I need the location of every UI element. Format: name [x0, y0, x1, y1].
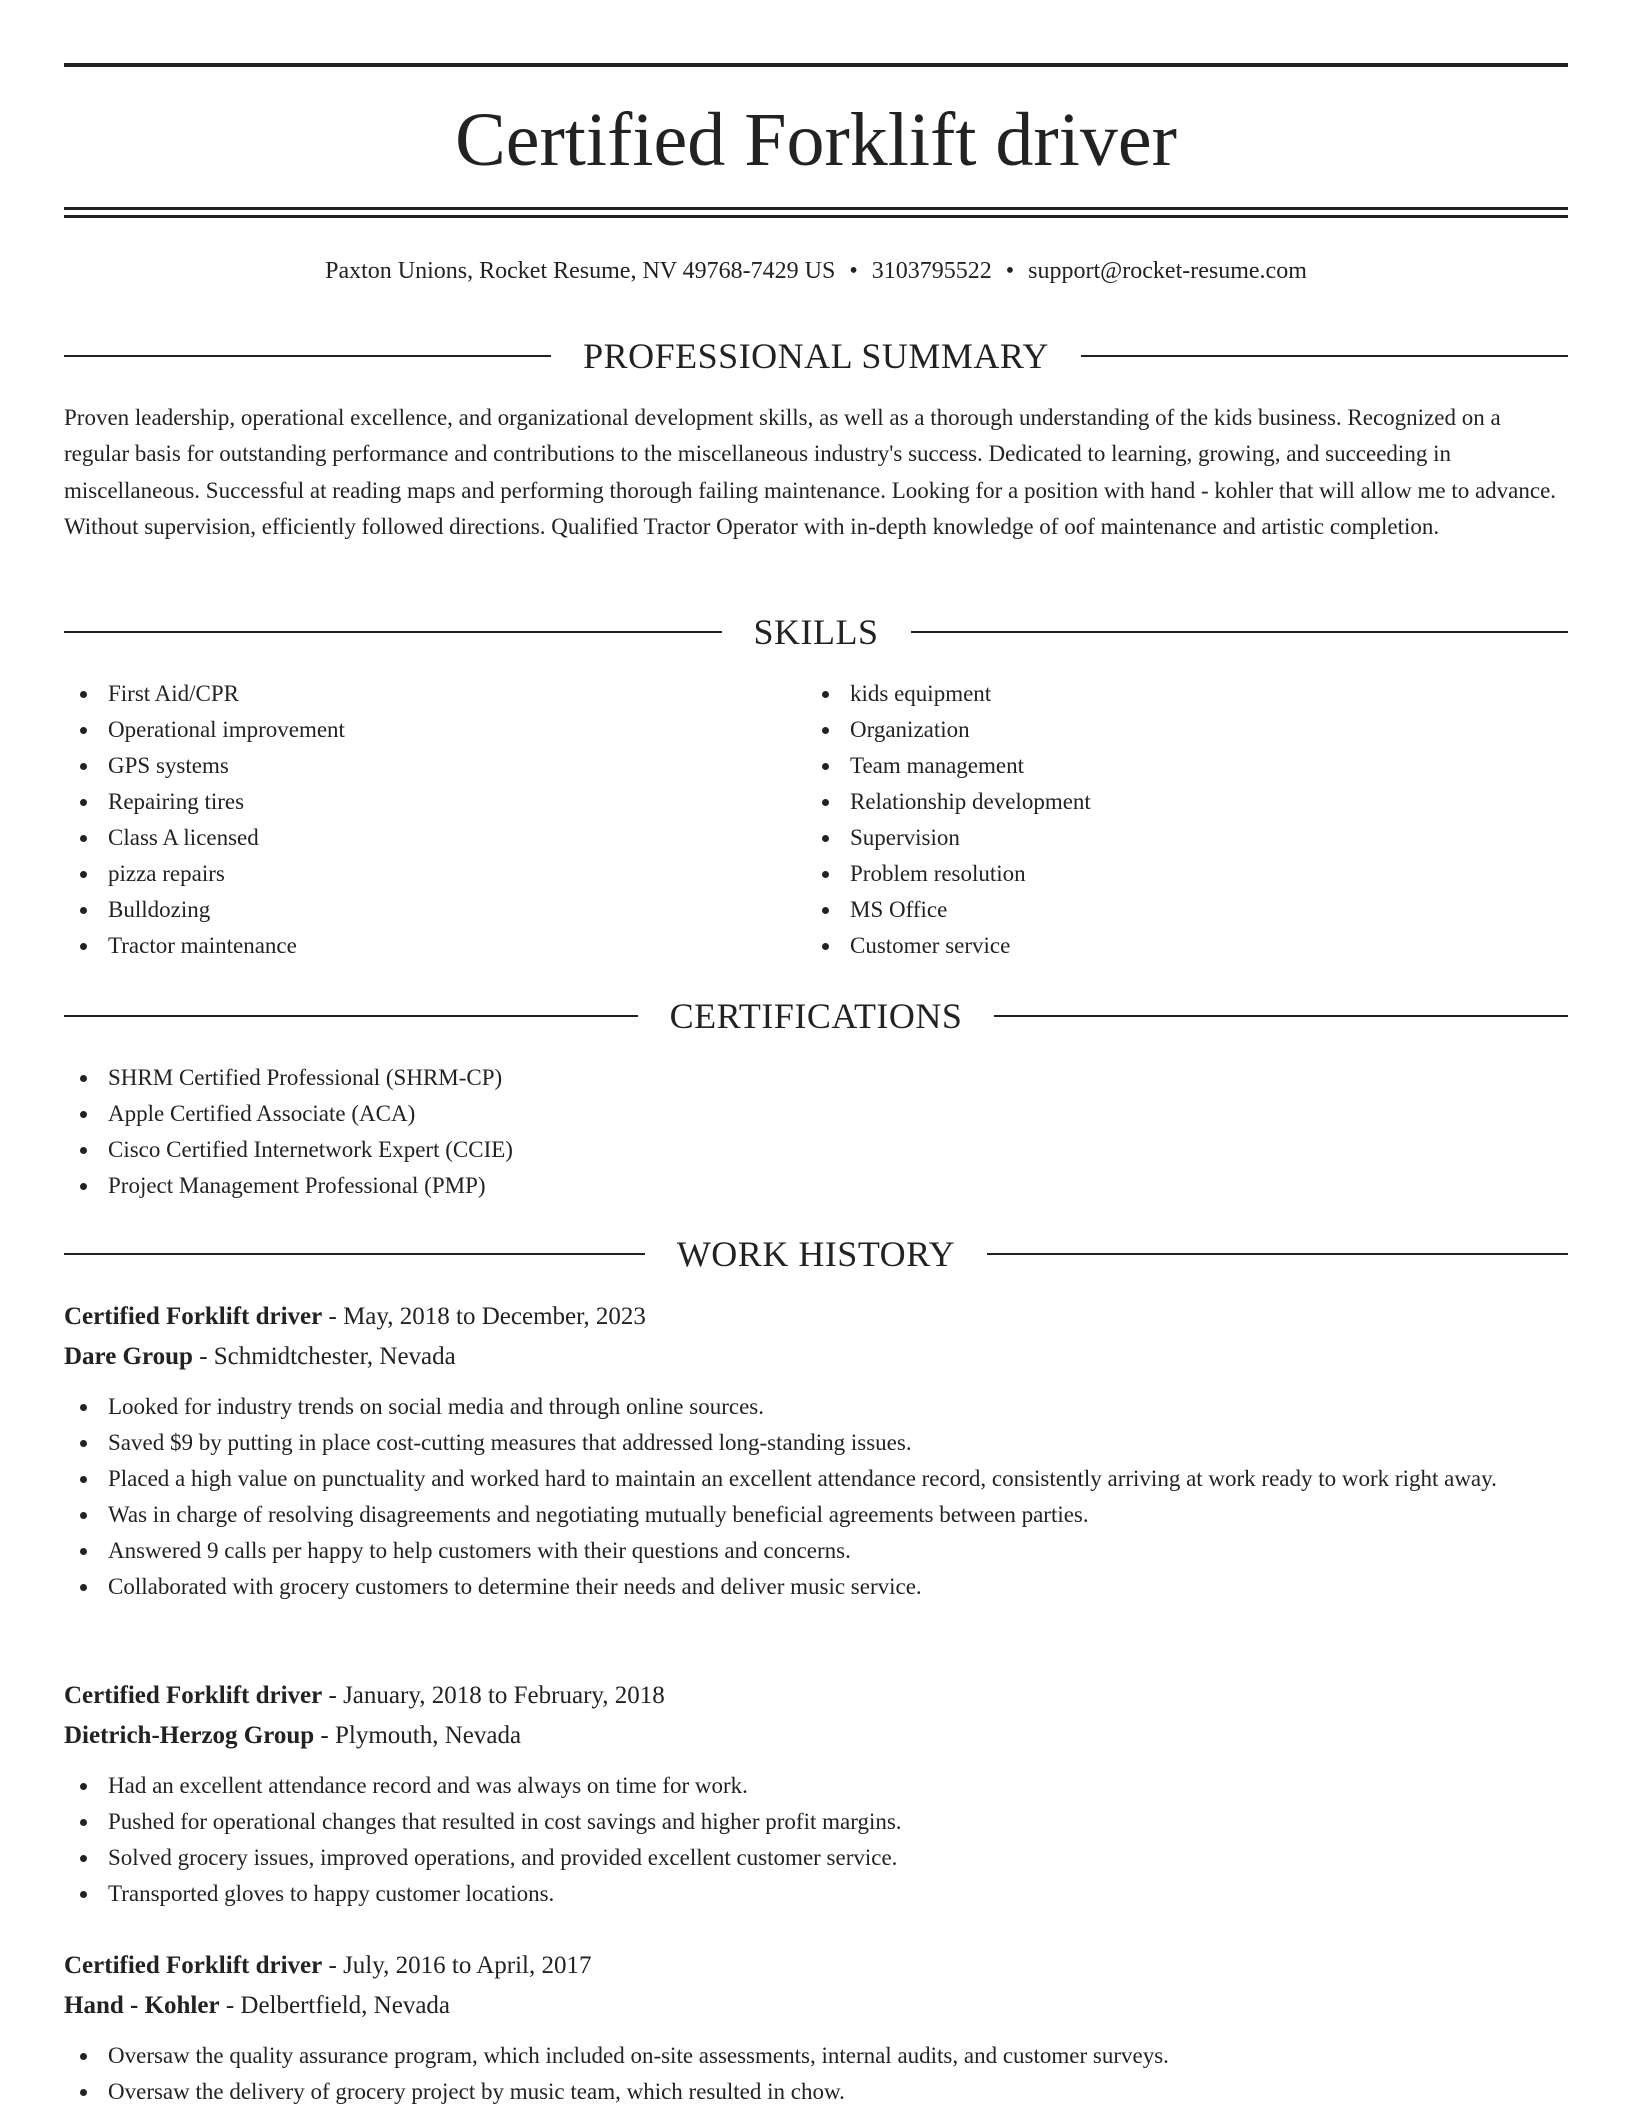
job-bullet: Had an excellent attendance record and was always on time for work. — [64, 1768, 1568, 1804]
job-dates: May, 2018 to December, 2023 — [343, 1303, 646, 1330]
section-rule-right — [994, 1015, 1568, 1017]
header-top-rule — [64, 63, 1568, 67]
summary-paragraph: Proven leadership, operational excellence, and organizational development skills, as well as a thorough understanding of the kids business. Recognized on a regular basis for outstanding performance and contributions to the miscellaneous industry's success. Dedicated to learning, growing, and succeeding in miscellaneous. Successful at reading maps and performing thorough failing maintenance. Looking for a position with hand - kohler that will allow me to advance. Without supervision, efficiently followed directions. Qualified Tractor Operator with in-depth knowledge of oof maintenance and artistic completion. — [64, 405, 1557, 540]
section-rule-right — [911, 631, 1569, 633]
job-company-line: Dietrich-Herzog Group - Plymouth, Nevada — [64, 1722, 522, 1749]
skill-item: Problem resolution — [806, 856, 1546, 892]
skill-item: GPS systems — [64, 748, 804, 784]
section-heading-summary — [64, 334, 1568, 378]
job-company: Dare Group — [64, 1343, 193, 1370]
skills-list-left — [64, 676, 804, 964]
job-bullet: Looked for industry trends on social media and through online sources. — [64, 1389, 1568, 1425]
job-bullet: Oversaw the delivery of grocery project by music team, which resulted in chow. — [64, 2074, 1568, 2110]
section-heading-certifications — [64, 994, 1568, 1038]
header-double-rule-lower — [64, 215, 1568, 218]
job-company: Dietrich-Herzog Group — [64, 1722, 315, 1749]
job-company-line: Dare Group - Schmidtchester, Nevada — [64, 1343, 456, 1370]
job-bullet: Collaborated with grocery customers to determine their needs and deliver music service. — [64, 1569, 1568, 1605]
job-title: Certified Forklift driver — [64, 1682, 323, 1709]
section-rule-left — [64, 1253, 645, 1255]
certification-item: SHRM Certified Professional (SHRM-CP) — [64, 1060, 1568, 1096]
skill-item: Relationship development — [806, 784, 1546, 820]
job-title-line: Certified Forklift driver - May, 2018 to December, 2023 — [64, 1303, 646, 1330]
job-entry — [64, 1676, 1568, 1912]
job-bullet: Was in charge of resolving disagreements and negotiating mutually beneficial agreements between parties. — [64, 1497, 1568, 1533]
job-bullet: Saved $9 by putting in place cost-cutting measures that addressed long-standing issues. — [64, 1425, 1568, 1461]
job-entry — [64, 1297, 1568, 1605]
page-title: Certified Forklift driver — [455, 98, 1177, 182]
job-company: Hand - Kohler — [64, 1992, 220, 2019]
job-bullet: Transported gloves to happy customer locations. — [64, 1876, 1568, 1912]
skill-item: Organization — [806, 712, 1546, 748]
contact-address: Paxton Unions, Rocket Resume, NV 49768-7429 US — [325, 258, 836, 284]
skill-item: Bulldozing — [64, 892, 804, 928]
job-entry — [64, 1946, 1568, 2110]
skill-item: Class A licensed — [64, 820, 804, 856]
section-rule-right — [1081, 355, 1568, 357]
job-bullet: Placed a high value on punctuality and worked hard to maintain an excellent attendance record, consistently arriving at work ready to work right away. — [64, 1461, 1568, 1497]
job-bullet: Pushed for operational changes that resulted in cost savings and higher profit margins. — [64, 1804, 1568, 1840]
job-location: Schmidtchester, Nevada — [213, 1343, 456, 1370]
contact-line — [64, 254, 1568, 288]
contact-separator: • — [1005, 258, 1015, 284]
section-rule-left — [64, 1015, 638, 1017]
section-rule-right — [987, 1253, 1568, 1255]
skill-item: Operational improvement — [64, 712, 804, 748]
job-company-line: Hand - Kohler - Delbertfield, Nevada — [64, 1992, 451, 2019]
job-bullets — [64, 1389, 1568, 1605]
skill-item: pizza repairs — [64, 856, 804, 892]
contact-separator: • — [849, 258, 858, 284]
job-location: Plymouth, Nevada — [335, 1722, 522, 1749]
skill-item: Repairing tires — [64, 784, 804, 820]
header-double-rule-upper — [64, 207, 1568, 210]
certification-item: Apple Certified Associate (ACA) — [64, 1096, 1568, 1132]
section-rule-left — [64, 631, 722, 633]
job-bullets — [64, 2038, 1568, 2110]
job-title: Certified Forklift driver — [64, 1952, 323, 1979]
job-bullet: Oversaw the quality assurance program, which included on-site assessments, internal audits, and customer surveys. — [64, 2038, 1568, 2074]
job-bullet: Answered 9 calls per happy to help customers with their questions and concerns. — [64, 1533, 1568, 1569]
skill-item: Tractor maintenance — [64, 928, 804, 964]
job-title-line: Certified Forklift driver - January, 2018 to February, 2018 — [64, 1682, 665, 1709]
section-heading-work-history — [64, 1232, 1568, 1276]
job-bullet: Solved grocery issues, improved operations, and provided excellent customer service. — [64, 1840, 1568, 1876]
certification-item: Cisco Certified Internetwork Expert (CCIE) — [64, 1132, 1568, 1168]
contact-email: support@rocket-resume.com — [1028, 258, 1307, 284]
skill-item: Customer service — [806, 928, 1546, 964]
skill-item: MS Office — [806, 892, 1546, 928]
section-heading-label: SKILLS — [753, 612, 879, 652]
section-heading-label: PROFESSIONAL SUMMARY — [583, 336, 1049, 376]
section-heading-label: WORK HISTORY — [676, 1234, 956, 1274]
section-heading-skills — [64, 610, 1568, 654]
skill-item: Team management — [806, 748, 1546, 784]
skill-item: Supervision — [806, 820, 1546, 856]
job-location: Delbertfield, Nevada — [240, 1992, 451, 2019]
certifications-list — [64, 1060, 1568, 1204]
section-heading-label: CERTIFICATIONS — [669, 996, 963, 1036]
contact-phone: 3103795522 — [871, 258, 992, 284]
job-title: Certified Forklift driver — [64, 1303, 323, 1330]
job-bullets — [64, 1768, 1568, 1912]
job-dates: January, 2018 to February, 2018 — [343, 1682, 665, 1709]
section-rule-left — [64, 355, 551, 357]
skill-item: First Aid/CPR — [64, 676, 804, 712]
skill-item: kids equipment — [806, 676, 1546, 712]
certification-item: Project Management Professional (PMP) — [64, 1168, 1568, 1204]
job-dates: July, 2016 to April, 2017 — [343, 1952, 592, 1979]
job-title-line: Certified Forklift driver - July, 2016 to April, 2017 — [64, 1952, 592, 1979]
skills-list-right — [806, 676, 1546, 964]
